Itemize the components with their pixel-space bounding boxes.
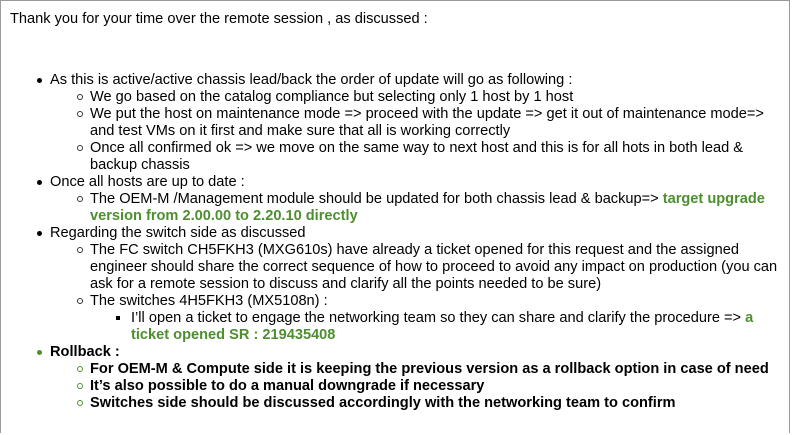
sub-item	[50, 361, 790, 378]
line: ask for a remote session to discuss and clarify all the points needed to be sure)	[90, 276, 602, 292]
sub-item	[50, 191, 790, 225]
main-list	[0, 72, 790, 412]
email-content	[0, 72, 790, 412]
line: and test VMs on it first and make sure that all is working correctly	[90, 123, 511, 139]
line: engineer should share the correct sequence of how to proceed to avoid any impact on production (you can	[90, 259, 778, 275]
plain-text: I’ll open a ticket to engage the networking team so they can share and clarify the procedure =>	[131, 310, 746, 326]
sub-sub-item	[90, 310, 790, 344]
line: Once all confirmed ok => we move on the same way to next host and this is for all hots in both lead &	[90, 140, 744, 156]
sub-item	[50, 89, 790, 106]
list-item-rollback	[0, 344, 790, 412]
sub-list	[50, 242, 790, 344]
line: It’s also possible to do a manual downgrade if necessary	[90, 378, 485, 394]
list-item-switch-side	[0, 225, 790, 344]
sub-list	[50, 89, 790, 174]
highlight-text: target upgrade	[662, 191, 765, 207]
sub-item	[50, 140, 790, 174]
highlight-text: version from 2.00.00 to 2.20.10 directly	[90, 208, 358, 224]
line: The switches 4H5FKH3 (MX5108n) :	[90, 293, 328, 309]
item-text: As this is active/active chassis lead/back the order of update will go as following :	[50, 72, 573, 88]
item-text: Regarding the switch side as discussed	[50, 225, 306, 241]
sub-item	[50, 106, 790, 140]
sub-item	[50, 395, 790, 412]
line: backup chassis	[90, 157, 190, 173]
plain-text: The OEM-M /Management module should be updated for both chassis lead & backup=>	[90, 191, 663, 207]
sub-list	[50, 191, 790, 225]
line	[131, 310, 790, 327]
highlight-text: ticket opened SR : 219435408	[131, 327, 336, 343]
sub-sub-list	[90, 310, 790, 344]
list-item-update-order	[0, 72, 790, 174]
intro-text: Thank you for your time over the remote session , as discussed :	[10, 11, 428, 27]
line	[90, 191, 790, 208]
list-item-hosts-up-to-date	[0, 174, 790, 225]
line: We go based on the catalog compliance but selecting only 1 host by 1 host	[90, 89, 574, 105]
sub-item	[50, 293, 790, 344]
sub-item	[50, 242, 790, 293]
line: The FC switch CH5FKH3 (MXG610s) have already a ticket opened for this request and the assigned	[90, 242, 739, 258]
line: We put the host on maintenance mode => proceed with the update => get it out of maintenance mode=>	[90, 106, 764, 122]
item-text: Once all hosts are up to date :	[50, 174, 245, 190]
highlight-text: a	[745, 310, 754, 326]
sub-item	[50, 378, 790, 395]
line: For OEM-M & Compute side it is keeping the previous version as a rollback option in case of need	[90, 361, 769, 377]
line: Switches side should be discussed accordingly with the networking team to confirm	[90, 395, 676, 411]
sub-list	[50, 361, 790, 412]
item-text: Rollback :	[50, 344, 120, 360]
